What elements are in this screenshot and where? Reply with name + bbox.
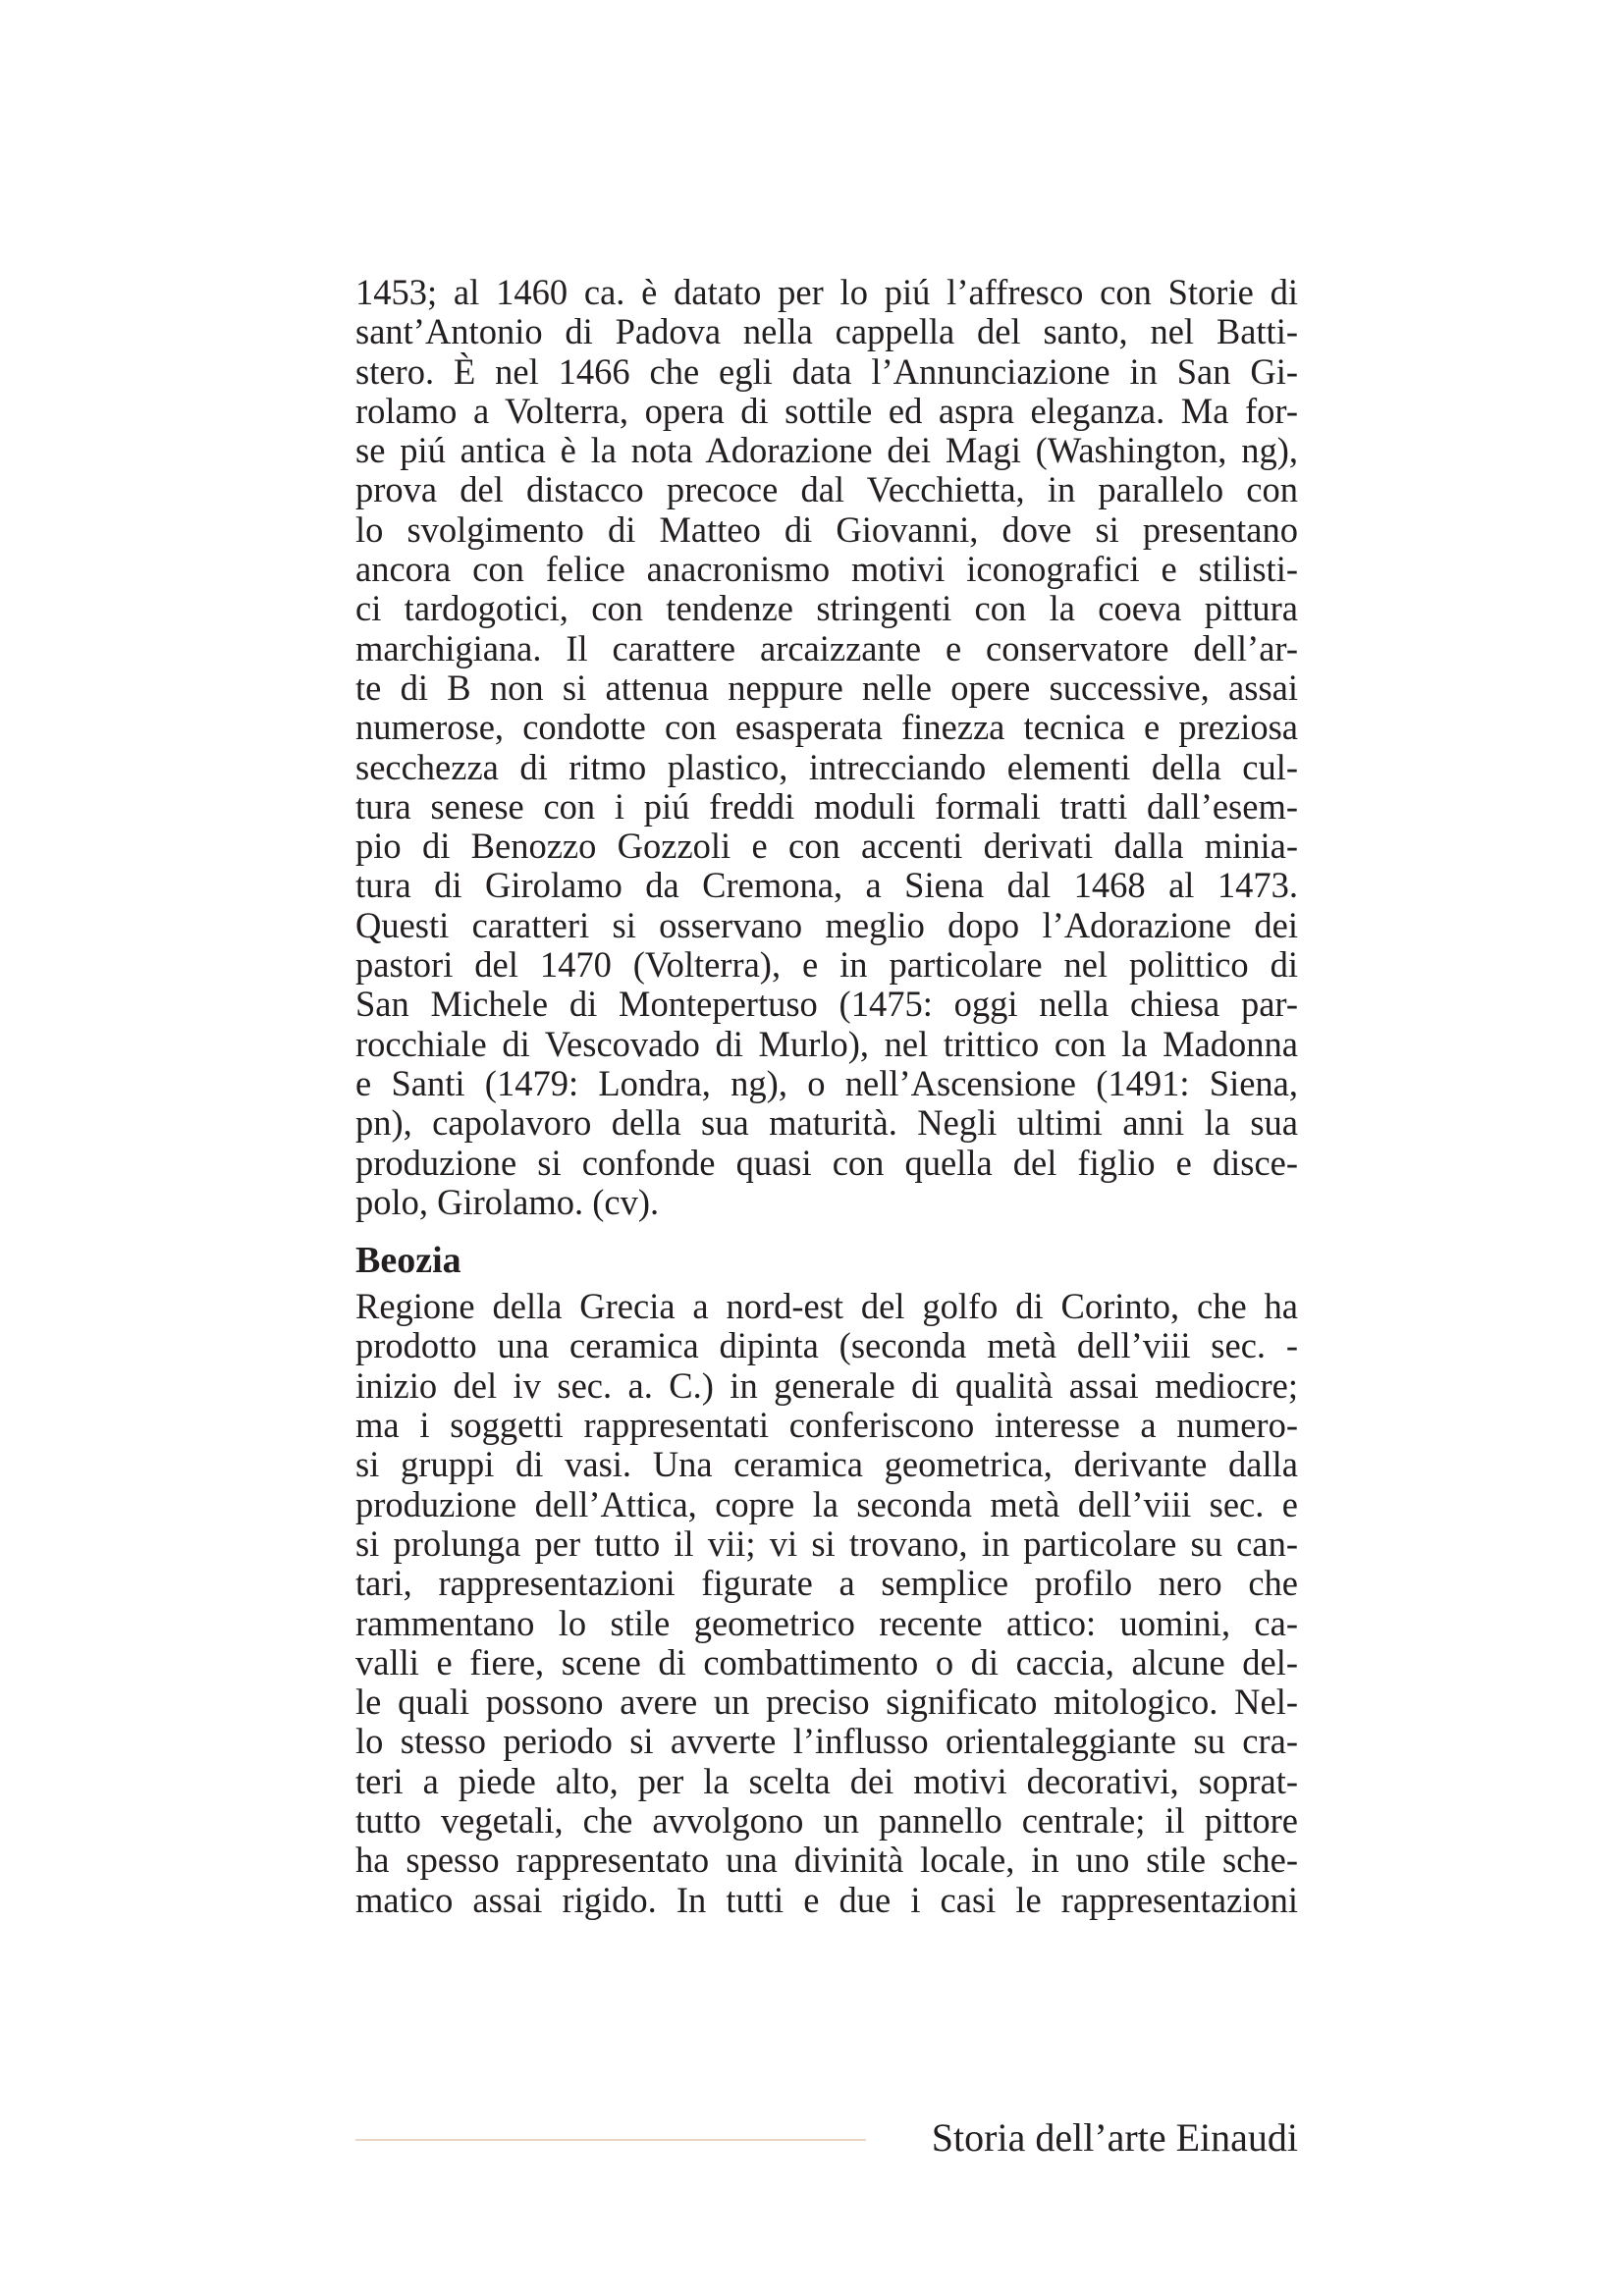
- body-line: tutto vegetali, che avvolgono un pannello centrale; il pittore: [355, 1799, 1298, 1841]
- body-line: pn), capolavoro della sua maturità. Negli ultimi anni la sua: [355, 1102, 1298, 1144]
- footer-rule: [355, 2139, 866, 2141]
- entry-beozia: [355, 1239, 1298, 1920]
- body-line: 1453; al 1460 ca. è datato per lo piú l’affresco con Storie di: [355, 272, 1298, 312]
- body-line: e Santi (1479: Londra, ng), o nell’Ascensione (1491: Siena,: [355, 1062, 1298, 1103]
- body-line: rammentano lo stile geometrico recente attico: uomini, ca-: [355, 1602, 1298, 1643]
- body-line: tura di Girolamo da Cremona, a Siena dal 1468 al 1473.: [355, 865, 1298, 906]
- body-line: ci tardogotici, con tendenze stringenti con la coeva pittura: [355, 588, 1298, 629]
- entry-continuation: [355, 273, 1298, 1222]
- body-line: matico assai rigido. In tutti e due i casi le rappresentazioni: [355, 1879, 1298, 1920]
- body-line: inizio del iv sec. a. C.) in generale di qualità assai mediocre;: [355, 1364, 1298, 1406]
- page-body: [355, 273, 1298, 1920]
- body-line: San Michele di Montepertuso (1475: oggi nella chiesa par-: [355, 984, 1298, 1025]
- body-line: rolamo a Volterra, opera di sottile ed aspra eleganza. Ma for-: [355, 390, 1298, 431]
- body-line: prova del distacco precoce dal Vecchietta, in parallelo con: [355, 469, 1298, 510]
- body-line: prodotto una ceramica dipinta (seconda metà dell’viii sec. -: [355, 1325, 1298, 1366]
- body-line: pastori del 1470 (Volterra), e in particolare nel polittico di: [355, 944, 1298, 986]
- body-line: stero. È nel 1466 che egli data l’Annunciazione in San Gi-: [355, 350, 1298, 392]
- body-line: polo, Girolamo. (cv).: [355, 1181, 660, 1222]
- body-line: sant’Antonio di Padova nella cappella del santo, nel Batti-: [355, 311, 1298, 352]
- body-line: ancora con felice anacronismo motivi iconografici e stilisti-: [355, 549, 1298, 590]
- body-line: secchezza di ritmo plastico, intrecciando elementi della cul-: [355, 746, 1298, 787]
- body-line: se piú antica è la nota Adorazione dei Magi (Washington, ng),: [355, 430, 1298, 471]
- body-line: produzione si confonde quasi con quella del figlio e disce-: [355, 1142, 1298, 1183]
- body-line: numerose, condotte con esasperata finezza tecnica e preziosa: [355, 707, 1298, 748]
- body-line: Regione della Grecia a nord-est del golfo di Corinto, che ha: [355, 1286, 1298, 1327]
- body-line: lo stesso periodo si avverte l’influsso orientaleggiante su cra-: [355, 1721, 1298, 1762]
- body-line: le quali possono avere un preciso significato mitologico. Nel-: [355, 1682, 1298, 1723]
- body-line: si prolunga per tutto il vii; vi si trovano, in particolare su can-: [355, 1522, 1298, 1564]
- body-line: tura senese con i piú freddi moduli formali tratti dall’esem-: [355, 785, 1298, 827]
- body-line: pio di Benozzo Gozzoli e con accenti derivati dalla minia-: [355, 826, 1298, 867]
- body-line: valli e fiere, scene di combattimento o di caccia, alcune del-: [355, 1641, 1298, 1682]
- body-line: si gruppi di vasi. Una ceramica geometrica, derivante dalla: [355, 1444, 1298, 1485]
- body-line: tari, rappresentazioni figurate a semplice profilo nero che: [355, 1563, 1298, 1604]
- body-line: te di B non si attenua neppure nelle opere successive, assai: [355, 667, 1298, 708]
- body-line: lo svolgimento di Matteo di Giovanni, dove si presentano: [355, 508, 1298, 550]
- footer-title: Storia dell’arte Einaudi: [931, 2115, 1298, 2160]
- body-line: rocchiale di Vescovado di Murlo), nel trittico con la Madonna: [355, 1023, 1298, 1064]
- body-line: Questi caratteri si osservano meglio dopo l’Adorazione dei: [355, 904, 1298, 945]
- entry-title: Beozia: [355, 1240, 461, 1282]
- body-line: ha spesso rappresentato una divinità locale, in uno stile sche-: [355, 1840, 1298, 1881]
- body-line: produzione dell’Attica, copre la seconda metà dell’viii sec. e: [355, 1483, 1298, 1524]
- body-line: teri a piede alto, per la scelta dei motivi decorativi, soprat-: [355, 1760, 1298, 1801]
- body-line: marchigiana. Il carattere arcaizzante e conservatore dell’ar-: [355, 627, 1298, 668]
- body-line: ma i soggetti rappresentati conferiscono interesse a numero-: [355, 1405, 1298, 1446]
